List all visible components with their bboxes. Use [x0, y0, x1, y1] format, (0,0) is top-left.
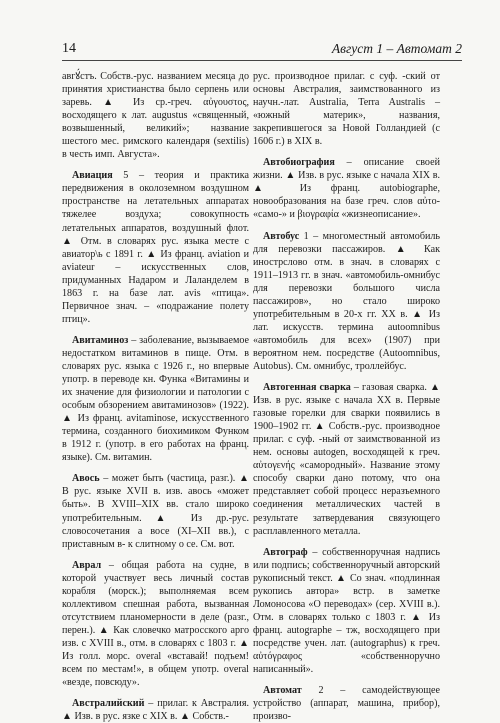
entry-body: 2 – самодействующее устройство (аппарат, машина, прибор), произво-: [253, 685, 440, 723]
entry-body: – заболевание, вызываемое недостатком витаминов в пище. Отм. в словарях рус. языка с 1926 г., но впервые употр. в переводе кн. Функа «Витамины и их значение для физиологии и патологии с особым обзорением авитаминозов» (1922). ▲ Из франц. avitaminose, искусственного термина, созданного биохимиком Функом в 1912 г. (употр. в его работах на франц. языке). См. витамин.: [62, 334, 249, 464]
entry-body: – прилаг. к Австралия. ▲ Изв. в рус. язке с XIX в. ▲ Собств.-: [62, 698, 249, 723]
entry-headword: Авитаминоз: [72, 334, 129, 346]
entry-headword: Авось: [72, 473, 100, 485]
entry-headword: Австралийский: [72, 698, 145, 710]
entry-body: – может быть (частица, разг.). ▲ В рус. языке XVII в. изв. авось «может быть». В XVIII–XIX вв. стало широко употребительным. ▲ Из др.-рус. словосочетания а восе (XI–XII вв.), с приставным в- к слитному о се. См. вот.: [62, 473, 249, 550]
entry-headword: Авиация: [72, 170, 113, 182]
entry-body: 1 – многоместный автомобиль для перевозки пассажиров. ▲ Как инострслово отм. в знач. в словарях с 1911–1913 гг. в знач. «автомобиль-омнибус для перевозки большого числа пассажиров», но стало широко употребительным в 20-х гг. XX в. ▲ Из лат. искусств. термина autoomnibus «автомобиль для всех» (1907) при вероятном нем. посредстве (Autoomnibus, Autobus). См. омнибус, троллейбус.: [253, 230, 440, 372]
entry-continuation: рус. производное прилаг. с суф. -ский от основы Австралия, заимствованного из научн.-лат. Australia, Terra Australis – «южный материк», названия, закрепившегося за Новой Голландией (с 1606 г.) в XIX в.: [253, 71, 440, 148]
entry-headword: Автогенная сварка: [263, 382, 351, 394]
dictionary-entry: [62, 472, 249, 550]
entry-headword: Автобус: [263, 230, 300, 242]
dictionary-entry: [62, 334, 249, 464]
dictionary-entry: [253, 546, 440, 676]
entry-headword: Аврал: [72, 559, 102, 571]
entry-body: – общая работа на судне, в которой участвует весь личный состав корабля (морск.); выполняемая всем коллективом спешная работа, вызванная отсутствием планомерности в деле (разг., перен.). ▲ Как словечко матросского арго изв. с XVIII в., отм. в словарях с 1803 г. ▲ Из голл. морс. overal «вставай! подъем! всем по местам!», в общем употр. overal «везде, повсюду».: [62, 559, 249, 689]
right-column: [253, 70, 440, 723]
dictionary-entry: [62, 169, 249, 326]
dictionary-entry: [253, 230, 440, 374]
entry-headword: Автомат: [263, 685, 302, 697]
entry-headword: Автограф: [263, 546, 308, 558]
running-title: Август 1 – Автомат 2: [331, 41, 462, 56]
page-number: 14: [62, 41, 76, 56]
dictionary-entry: [62, 559, 249, 689]
entry-headword: Автобиография: [263, 157, 335, 169]
dictionary-entry: [62, 697, 249, 723]
dictionary-entry: [253, 381, 440, 538]
entry-body: – собственноручная надпись или подпись; собственноручный авторский рукописный текст. ▲ Со знач. «подлинная рукопись автора» встр. в заметке Ломоносова «О переводах» (сер. XVIII в.). Отм. в словарях только с 1803 г. ▲ Из франц. autographe – тж, восходящего при посредстве учен. лат. (autographus) к греч. αὐτόγραφος «собственноручно написанный».: [253, 546, 440, 676]
entry-body: – описание своей жизни. ▲ Изв. в рус. языке с начала XIX в. ▲ Из франц. autobiographe, новообразования на базе греч. слов αὐτο- «само-» и βιογραφία «жизнеописание».: [253, 157, 440, 221]
page-header: [62, 40, 462, 61]
entry-body: – газовая сварка. ▲ Изв. в рус. языке с начала XX в. Первые газовые горелки для сварки появились в 1900–1902 гг. ▲ Собств.-рус. производное прилаг. с суф. -ный от заимствованной из нем. основы autogen, восходящей к греч. αὐτογενής «самородный». Название этому способу сварки дано потому, что она представляет собой процесс неразъемного соединения металлических частей в результате затвердевания связующего расплавленного металла.: [253, 382, 440, 537]
entry-continuation: авгꙋ́стъ. Собств.-рус. названием месяца до принятия христианства было серпень или заревь. ▲ Из ср.-греч. αὐγουστος, восходящего к лат. augustus «священный, возвышенный, великий»; название шестого мес. римского календаря (sextilis) в честь имп. Августа».: [62, 71, 249, 161]
dictionary-entry: [253, 684, 440, 723]
dictionary-entry: [253, 156, 440, 221]
left-column: [62, 70, 249, 723]
entry-body: 5 – теория и практика передвижения в околоземном воздушном пространстве на летательных аппаратах тяжелее воздуха; совокупность летательных аппаратов, воздушный флот. ▲ Отм. в словарях рус. языка месте с авиатор\ь с 1891 г. ▲ Из франц. aviation и aviateur – искусственных слов, придуманных Надаром и Лаланделем в 1863 г. на базе лат. avis «птица». Первичное знач. – «подражание полету птиц».: [62, 170, 249, 325]
